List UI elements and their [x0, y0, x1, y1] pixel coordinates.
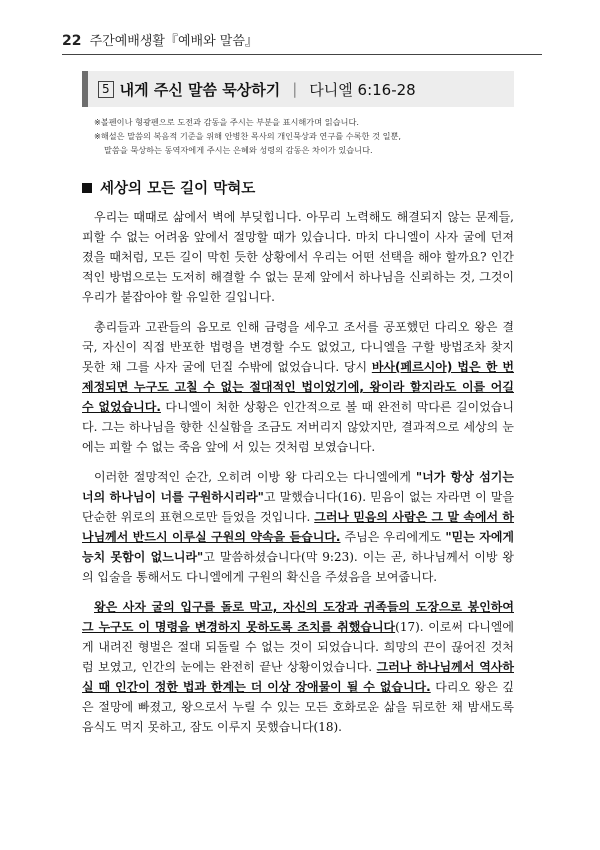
- section-heading: [82, 177, 522, 198]
- section-heading-text: 세상의 모든 길이 막혀도: [100, 181, 256, 197]
- header-divider: [62, 54, 542, 55]
- highlighted-text: 바사(페르시아) 법은 한 번 제정되면 누구도 고칠 수 없는 절대적인 법이었기에, 왕이라 할지라도 이를 어길 수 없었습니다.: [82, 360, 514, 414]
- paragraph: [82, 467, 514, 587]
- highlighted-text: 그러나 믿음의 사람은 그 말 속에서 하나님께서 반드시 이루실 구원의 약속을 듣습니다.: [82, 510, 515, 544]
- note-line: ※해설은 말씀의 복음적 기준을 위해 안병찬 목사의 개인묵상과 연구를 수록한 것 일뿐,: [94, 131, 402, 141]
- paragraph-text: 고 말씀하셨습니다(막 9:23). 이는 곧, 하나님께서 이방 왕의 입술을 통해서도 다니엘에게 구원의 확신을 주셨음을 보여줍니다.: [82, 550, 515, 584]
- body-text: [82, 207, 514, 747]
- paragraph-text: 고 말했습니다(16). 믿음이 없는 자라면 이 말을 단순한 위로의 표현으로만 들었을 것입니다.: [82, 490, 514, 524]
- section-number-box: 5: [98, 81, 114, 98]
- reading-notes: [94, 115, 514, 157]
- paragraph-text: 다니엘이 처한 상황은 인간적으로 볼 때 완전히 막다른 길이었습니다. 그는 하나님을 향한 신실함을 조금도 저버리지 않았지만, 결과적으로 세상의 눈에는 피할 수 없는 죽음 앞에 서 있는 것처럼 보였습니다.: [82, 400, 514, 454]
- meditation-title: 내게 주신 말씀 묵상하기: [119, 80, 281, 99]
- paragraph-text: 이러한 절망적인 순간, 오히려 이방 왕 다리오는 다니엘에게: [94, 470, 416, 484]
- paragraph-text: 주님은 우리에게도: [340, 530, 446, 544]
- square-bullet-icon: [82, 183, 92, 193]
- paragraph: [82, 597, 514, 737]
- paragraph-text: 우리는 때때로 삶에서 벽에 부딪힙니다. 아무리 노력해도 해결되지 않는 문제들, 피할 수 없는 어려움 앞에서 절망할 때가 있습니다. 마치 다니엘이 사자 굴에 던져졌을 때처럼, 모든 길이 막힌 듯한 상황에서 우리는 어떤 선택을 해야 할까요? 인간적인 방법으로는 도저히 해결할 수 없는 문제 앞에서 하나님을 신뢰하는 것, 그것이 우리가 붙잡아야 할 유일한 길입니다.: [82, 210, 514, 304]
- note-line: 말씀을 묵상하는 동역자에게 주시는 은혜와 성령의 감동은 차이가 있습니다.: [104, 145, 373, 155]
- book-title: 주간예배생활『예배와 말씀』: [89, 34, 258, 49]
- title-separator: |: [292, 80, 298, 98]
- paragraph: [82, 207, 514, 307]
- page-number: 22: [62, 33, 82, 49]
- highlighted-text: 왕은 사자 굴의 입구를 돌로 막고, 자신의 도장과 귀족들의 도장으로 봉인하여 그 누구도 이 명령을 변경하지 못하도록 조치를 취했습니다: [82, 600, 514, 634]
- paragraph-text: (17). 이로써 다니엘에게 내려진 형벌은 절대 되돌릴 수 없는 것이 되었습니다. 희망의 끈이 끊어진 것처럼 보였고, 인간의 눈에는 완전히 끝난 상황이었습니다.: [82, 620, 514, 674]
- quoted-text: "너가 항상 섬기는 너의 하나님이 너를 구원하시리라": [82, 470, 514, 504]
- meditation-title-bar: [82, 71, 514, 107]
- scripture-reference: 다니엘 6:16-28: [309, 80, 416, 99]
- page-header: [62, 30, 542, 52]
- paragraph-text: 다리오 왕은 깊은 절망에 빠졌고, 왕으로서 누릴 수 있는 모든 호화로운 삶을 뒤로한 채 밤새도록 음식도 먹지 못하고, 잠도 이루지 못했습니다(18).: [82, 680, 514, 734]
- quoted-text: "믿는 자에게 능치 못함이 없느니라": [82, 530, 515, 564]
- highlighted-text: 그러나 하나님께서 역사하실 때 인간이 정한 법과 한계는 더 이상 장애물이 될 수 없습니다.: [82, 660, 514, 694]
- paragraph-text: 총리들과 고관들의 음모로 인해 금령을 세우고 조서를 공포했던 다리오 왕은 결국, 자신이 직접 반포한 법령을 변경할 수도 없었고, 다니엘을 구할 방법조차 찾지 못한 채 그를 사자 굴에 던질 수밖에 없었습니다. 당시: [82, 320, 514, 374]
- note-line: ※볼펜이나 형광펜으로 도전과 감동을 주시는 부분을 표시해가며 읽습니다.: [94, 117, 359, 127]
- paragraph: [82, 317, 514, 457]
